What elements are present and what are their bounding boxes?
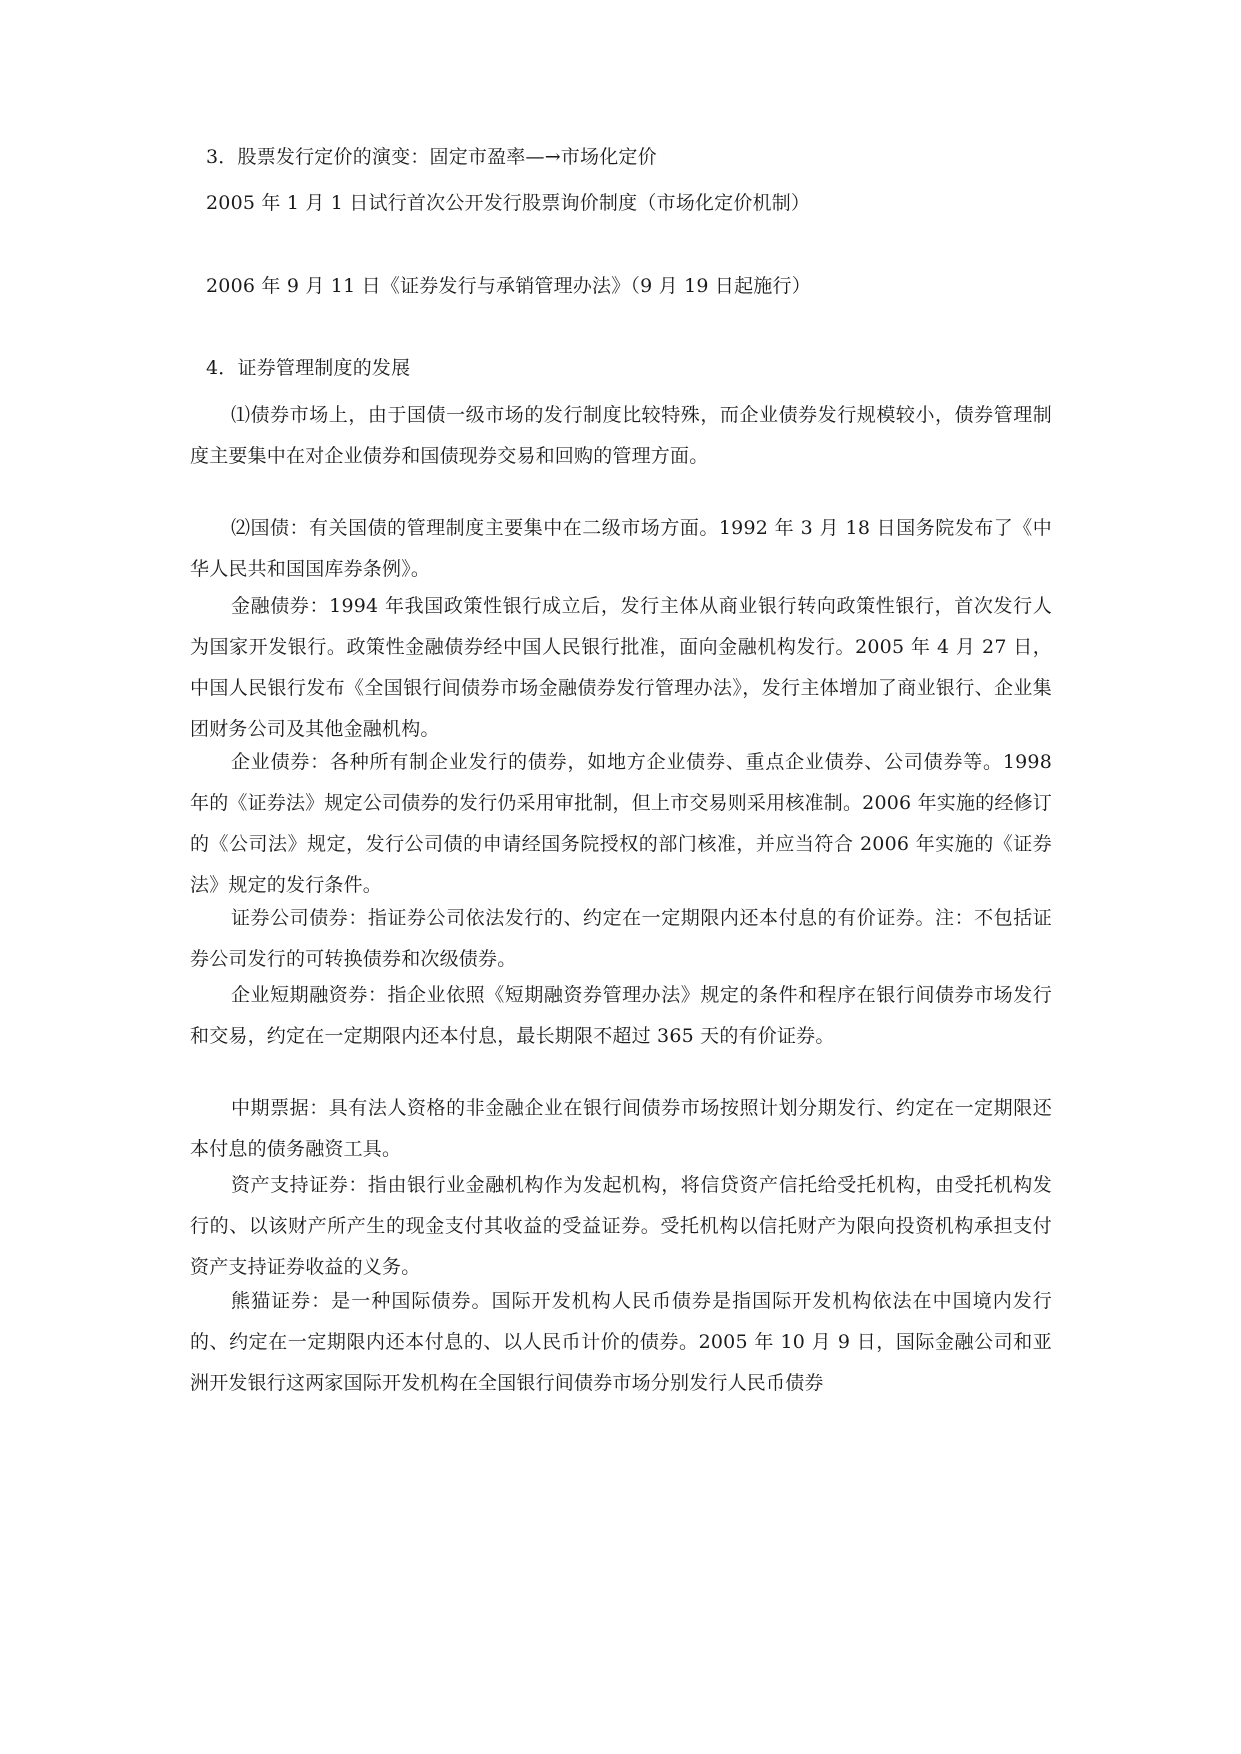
paragraph-treasury-bonds: ⑵国债：有关国债的管理制度主要集中在二级市场方面。1992 年 3 月 18 日国务院发布了《中华人民共和国国库券条例》。	[190, 517, 1052, 580]
paragraph-panda-bonds: 熊猫证券：是一种国际债券。国际开发机构人民币债券是指国际开发机构依法在中国境内发行的、约定在一定期限内还本付息的、以人民币计价的债券。2005 年 10 月 9 日，国际金融公司和亚洲开发银行这两家国际开发机构在全国银行间债券市场分别发行人民币债券	[190, 1290, 1052, 1394]
paragraph-medium-term-notes: 中期票据：具有法人资格的非金融企业在银行间债券市场按照计划分期发行、约定在一定期限还本付息的债务融资工具。	[190, 1097, 1052, 1160]
paragraph-securities-company-bonds: 证券公司债券：指证券公司依法发行的、约定在一定期限内还本付息的有价证券。注：不包括证券公司发行的可转换债券和次级债券。	[190, 907, 1052, 970]
section-heading-3: 3．股票发行定价的演变：固定市盈率—→市场化定价	[206, 146, 657, 168]
paragraph-short-term-financing: 企业短期融资券：指企业依照《短期融资券管理办法》规定的条件和程序在银行间债券市场发行和交易，约定在一定期限内还本付息，最长期限不超过 365 天的有价证券。	[190, 984, 1052, 1047]
section-heading-4: 4．证券管理制度的发展	[206, 357, 411, 379]
paragraph-2006-regulation: 2006 年 9 月 11 日《证券发行与承销管理办法》（9 月 19 日起施行）	[206, 275, 811, 297]
paragraph-bond-market: ⑴债券市场上，由于国债一级市场的发行制度比较特殊，而企业债券发行规模较小，债券管理制度主要集中在对企业债券和国债现券交易和回购的管理方面。	[190, 404, 1052, 467]
paragraph-financial-bonds: 金融债券：1994 年我国政策性银行成立后，发行主体从商业银行转向政策性银行，首次发行人为国家开发银行。政策性金融债券经中国人民银行批准，面向金融机构发行。2005 年 4 月 27 日，中国人民银行发布《全国银行间债券市场金融债券发行管理办法》，发行主体增加了商业银行、企业集团财务公司及其他金融机构。	[190, 595, 1052, 740]
paragraph-2005-inquiry: 2005 年 1 月 1 日试行首次公开发行股票询价制度（市场化定价机制）	[206, 192, 811, 214]
paragraph-asset-backed-securities: 资产支持证券：指由银行业金融机构作为发起机构，将信贷资产信托给受托机构，由受托机构发行的、以该财产所产生的现金支付其收益的受益证券。受托机构以信托财产为限向投资机构承担支付资产支持证券收益的义务。	[190, 1174, 1052, 1278]
paragraph-enterprise-bonds: 企业债券：各种所有制企业发行的债券，如地方企业债券、重点企业债券、公司债券等。1998 年的《证券法》规定公司债券的发行仍采用审批制，但上市交易则采用核准制。2006 年实施的经修订的《公司法》规定，发行公司债的申请经国务院授权的部门核准，并应当符合 2006 年实施的《证券法》规定的发行条件。	[190, 751, 1052, 896]
